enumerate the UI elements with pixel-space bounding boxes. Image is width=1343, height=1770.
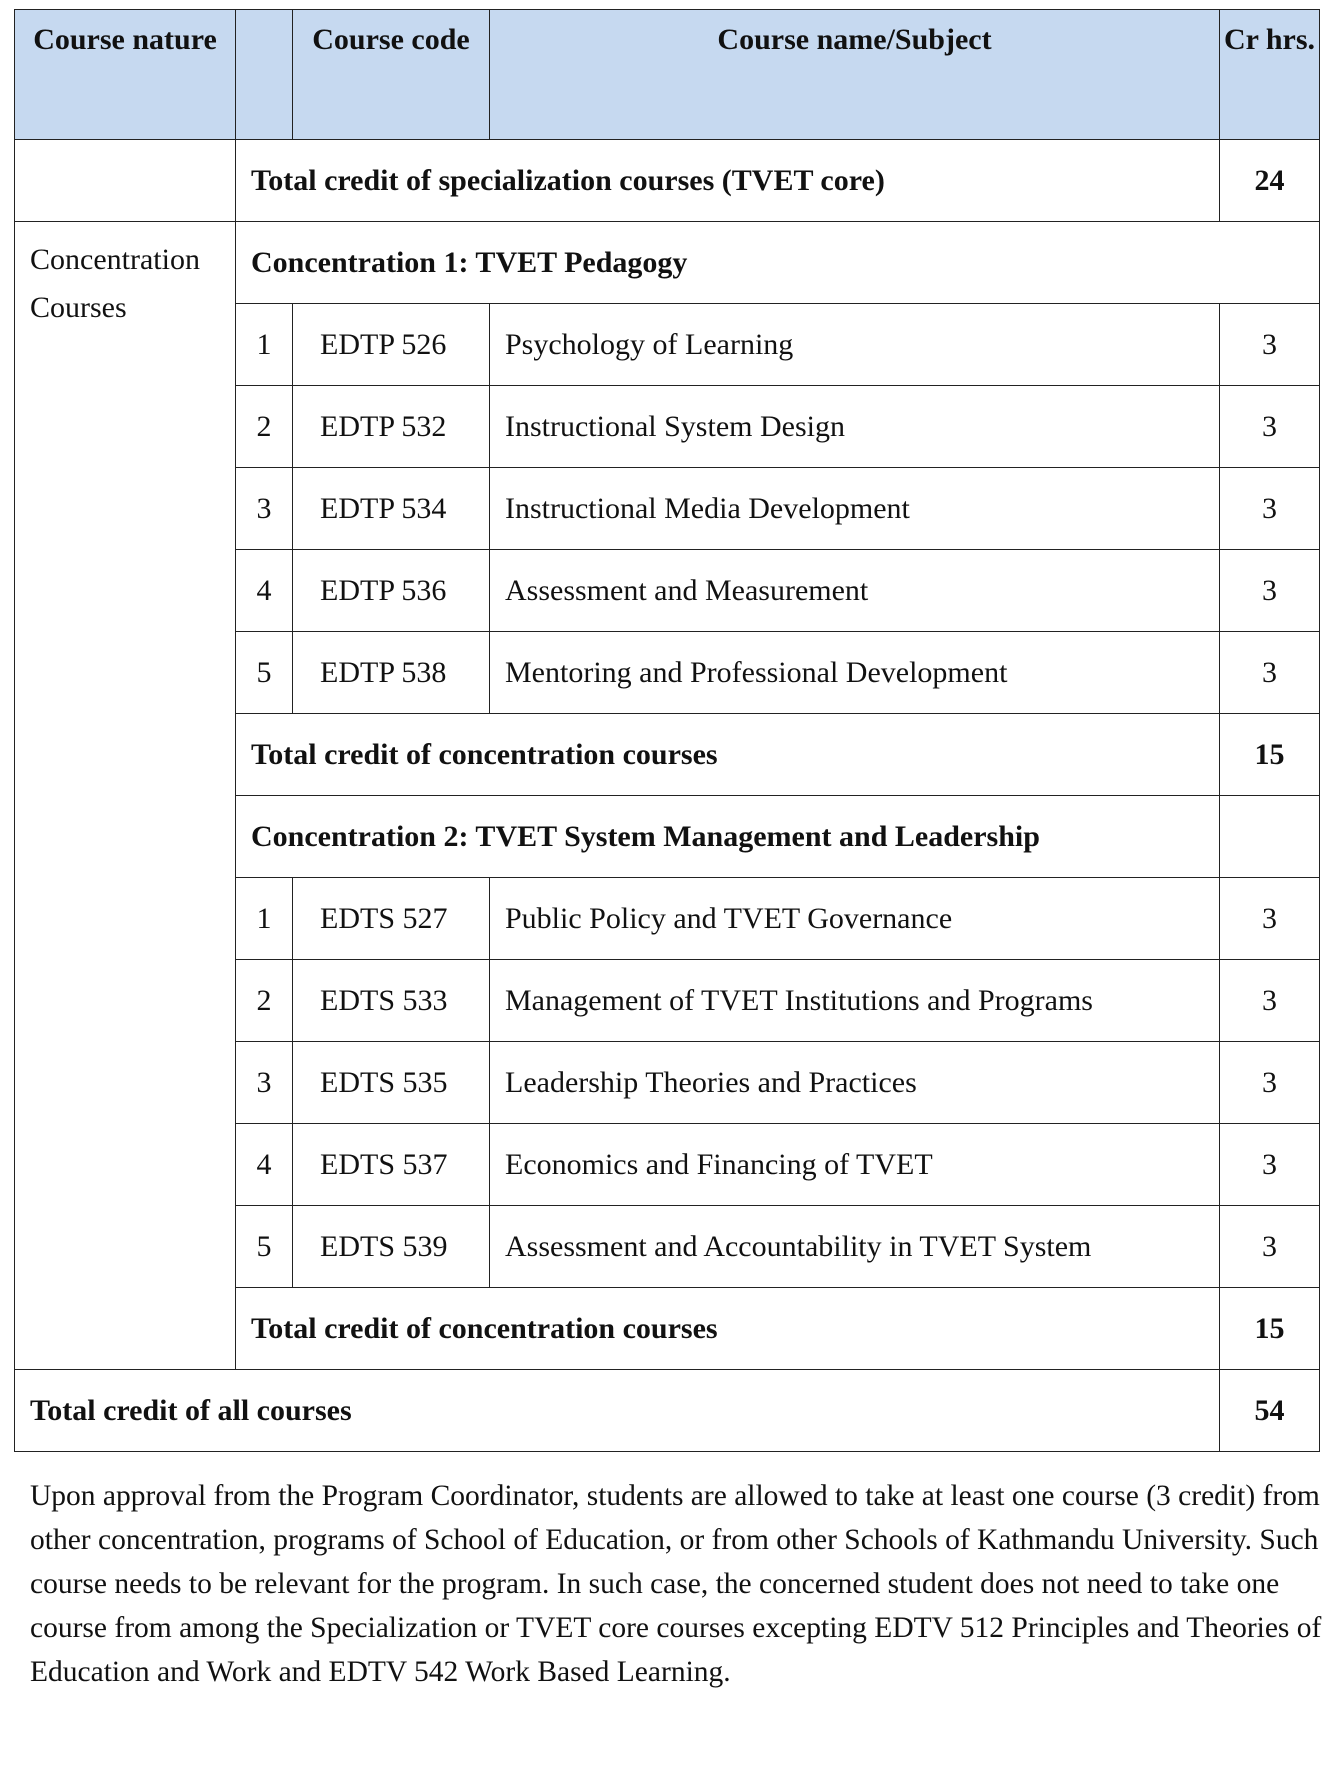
course-code: EDTP 534 xyxy=(293,468,490,550)
program-note: Upon approval from the Program Coordinator, students are allowed to take at least one course (3 credit) from other concentration, programs of School of Education, or from other Schools of Kathmandu University. Such course needs to be relevant for the program. In such case, the concerned student does not need to take one course from among the Specialization or TVET core courses excepting EDTV 512 Principles and Theories of Education and Work and EDTV 542 Work Based Learning. xyxy=(30,1480,1322,1688)
course-code: EDTS 535 xyxy=(293,1042,490,1124)
course-code: EDTP 536 xyxy=(293,550,490,632)
row-number: 5 xyxy=(236,632,293,714)
course-credits: 3 xyxy=(1220,878,1320,960)
row-number: 2 xyxy=(236,960,293,1042)
course-name: Mentoring and Professional Development xyxy=(490,632,1220,714)
row-number: 3 xyxy=(236,1042,293,1124)
course-name: Assessment and Accountability in TVET System xyxy=(490,1206,1220,1288)
grand-total-credits: 54 xyxy=(1220,1370,1320,1452)
row-number: 4 xyxy=(236,550,293,632)
course-credits: 3 xyxy=(1220,1124,1320,1206)
row-number: 3 xyxy=(236,468,293,550)
course-table xyxy=(14,9,1320,1452)
course-credits: 3 xyxy=(1220,550,1320,632)
concentration-title: Concentration 1: TVET Pedagogy xyxy=(236,222,1320,304)
specialization-total-credits: 24 xyxy=(1220,140,1320,222)
row-number: 1 xyxy=(236,304,293,386)
empty-cell xyxy=(1220,796,1320,878)
course-name: Psychology of Learning xyxy=(490,304,1220,386)
concentration-total-label: Total credit of concentration courses xyxy=(236,714,1220,796)
specialization-total-label: Total credit of specialization courses (TVET core) xyxy=(236,140,1220,222)
course-code: EDTS 539 xyxy=(293,1206,490,1288)
row-number: 4 xyxy=(236,1124,293,1206)
header-blank xyxy=(236,10,293,140)
course-nature-label: Concentration Courses xyxy=(15,222,236,1370)
grand-total-row xyxy=(15,1370,1320,1452)
header-credit-hours: Cr hrs. xyxy=(1220,10,1320,140)
row-number: 2 xyxy=(236,386,293,468)
course-code: EDTP 538 xyxy=(293,632,490,714)
header-row xyxy=(15,10,1320,140)
header-course-name: Course name/Subject xyxy=(490,10,1220,140)
course-code: EDTS 527 xyxy=(293,878,490,960)
course-credits: 3 xyxy=(1220,468,1320,550)
course-credits: 3 xyxy=(1220,960,1320,1042)
course-code: EDTS 537 xyxy=(293,1124,490,1206)
course-name: Economics and Financing of TVET xyxy=(490,1124,1220,1206)
empty-cell xyxy=(15,140,236,222)
course-code: EDTP 526 xyxy=(293,304,490,386)
course-name: Public Policy and TVET Governance xyxy=(490,878,1220,960)
course-name: Instructional Media Development xyxy=(490,468,1220,550)
course-credits: 3 xyxy=(1220,304,1320,386)
concentration-title: Concentration 2: TVET System Management and Leadership xyxy=(236,796,1220,878)
course-code: EDTP 532 xyxy=(293,386,490,468)
concentration-total-credits: 15 xyxy=(1220,1288,1320,1370)
course-credits: 3 xyxy=(1220,386,1320,468)
course-credits: 3 xyxy=(1220,632,1320,714)
course-name: Instructional System Design xyxy=(490,386,1220,468)
course-credits: 3 xyxy=(1220,1206,1320,1288)
header-course-code: Course code xyxy=(293,10,490,140)
specialization-total-row xyxy=(15,140,1320,222)
header-course-nature: Course nature xyxy=(15,10,236,140)
row-number: 5 xyxy=(236,1206,293,1288)
course-code: EDTS 533 xyxy=(293,960,490,1042)
course-credits: 3 xyxy=(1220,1042,1320,1124)
course-name: Management of TVET Institutions and Programs xyxy=(490,960,1220,1042)
course-name: Assessment and Measurement xyxy=(490,550,1220,632)
grand-total-label: Total credit of all courses xyxy=(15,1370,1220,1452)
concentration-title-row xyxy=(15,222,1320,304)
concentration-total-credits: 15 xyxy=(1220,714,1320,796)
row-number: 1 xyxy=(236,878,293,960)
course-name: Leadership Theories and Practices xyxy=(490,1042,1220,1124)
concentration-total-label: Total credit of concentration courses xyxy=(236,1288,1220,1370)
